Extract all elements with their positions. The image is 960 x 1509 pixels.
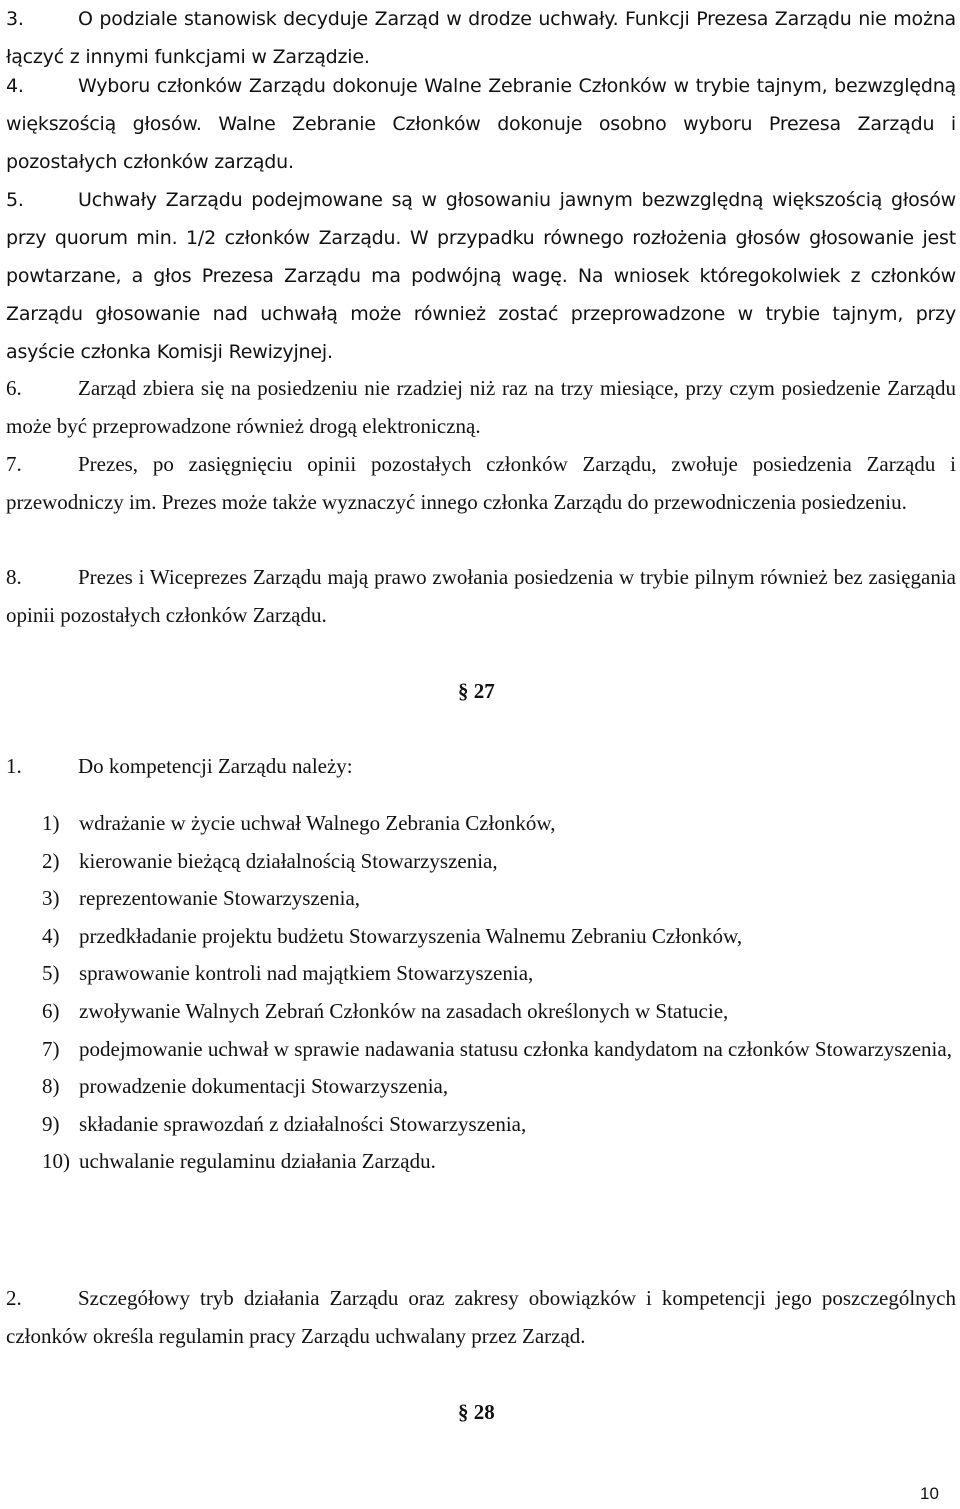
point-text: Szczegółowy tryb działania Zarządu oraz zakresy obowiązków i kompetencji jego poszczególnych członków określa regulamin pracy Zarządu uchwalany przez Zarząd.	[6, 1286, 956, 1348]
list-item-number: 7)	[42, 1036, 60, 1061]
point-2	[6, 1279, 956, 1355]
paragraph-text: Prezes i Wiceprezes Zarządu mają prawo zwołania posiedzenia w trybie pilnym również bez zasięgania opinii pozostałych członków Zarządu.	[6, 565, 956, 627]
paragraph-number: 7.	[6, 452, 22, 476]
paragraph-number: 5.	[6, 189, 24, 211]
list-item-text: przedkładanie projektu budżetu Stowarzyszenia Walnemu Zebraniu Członków,	[79, 923, 743, 948]
paragraph-text: Prezes, po zasięgnięciu opinii pozostałych członków Zarządu, zwołuje posiedzenia Zarządu i przewodniczy im. Prezes może także wyznaczyć innego członka Zarządu do przewodniczenia posiedzeniu.	[6, 452, 956, 514]
paragraph-7	[6, 445, 956, 521]
list-item-number: 9)	[42, 1111, 60, 1136]
list-item-text: zwoływanie Walnych Zebrań Członków na zasadach określonych w Statucie,	[79, 998, 729, 1023]
list-item-number: 10)	[42, 1149, 70, 1174]
list-item	[42, 993, 958, 1031]
list-item-number: 6)	[42, 998, 60, 1023]
paragraph-8	[6, 558, 956, 634]
list-item-number: 2)	[42, 848, 60, 873]
list-item-number: 3)	[42, 886, 60, 911]
paragraph-number: 3.	[6, 8, 24, 30]
list-item	[42, 805, 958, 843]
list-item	[42, 1143, 958, 1181]
list-item	[42, 918, 958, 956]
section-heading-27: § 27	[458, 679, 495, 703]
list-item	[42, 955, 958, 993]
paragraph-number: 6.	[6, 376, 22, 400]
list-item-number: 5)	[42, 961, 60, 986]
paragraph-4	[6, 67, 956, 181]
point-text: Do kompetencji Zarządu należy:	[78, 754, 353, 778]
list-item-text: uchwalanie regulaminu działania Zarządu.	[79, 1149, 436, 1174]
list-item	[42, 1106, 958, 1144]
list-item-text: składanie sprawozdań z działalności Stowarzyszenia,	[79, 1111, 527, 1136]
paragraph-number: 4.	[6, 75, 24, 97]
paragraph-text: Wyboru członków Zarządu dokonuje Walne Zebranie Członków w trybie tajnym, bezwzględną większością głosów. Walne Zebranie Członków dokonuje osobno wyboru Prezesa Zarządu i pozostałych członków zarządu.	[6, 75, 956, 173]
list-item-text: prowadzenie dokumentacji Stowarzyszenia,	[79, 1074, 449, 1099]
paragraph-3	[6, 0, 956, 76]
page-number: 10	[920, 1484, 939, 1503]
section-heading-28: § 28	[458, 1400, 495, 1424]
paragraph-text: O podziale stanowisk decyduje Zarząd w drodze uchwały. Funkcji Prezesa Zarządu nie można łączyć z innymi funkcjami w Zarządzie.	[6, 8, 956, 68]
list-item	[42, 843, 958, 881]
paragraph-text: Uchwały Zarządu podejmowane są w głosowaniu jawnym bezwzględną większością głosów przy quorum min. 1/2 członków Zarządu. W przypadku równego rozłożenia głosów głosowanie jest powtarzane, a głos Prezesa Zarządu ma podwójną wagę. Na wniosek któregokolwiek z członków Zarządu głosowanie nad uchwałą może również zostać przeprowadzone w trybie tajnym, przy asyście członka Komisji Rewizyjnej.	[6, 189, 956, 363]
list-item	[42, 1068, 958, 1106]
competence-list	[42, 805, 958, 1181]
paragraph-number: 8.	[6, 565, 22, 589]
list-item-text: kierowanie bieżącą działalnością Stowarzyszenia,	[79, 848, 498, 873]
paragraph-text: Zarząd zbiera się na posiedzeniu nie rzadziej niż raz na trzy miesiące, przy czym posiedzenie Zarządu może być przeprowadzone również drogą elektroniczną.	[6, 376, 956, 438]
paragraph-5	[6, 181, 956, 371]
paragraph-6	[6, 369, 956, 445]
point-1	[6, 747, 956, 785]
list-item-number: 4)	[42, 923, 60, 948]
list-item-text: wdrażanie w życie uchwał Walnego Zebrania Członków,	[79, 811, 556, 835]
point-number: 1.	[6, 754, 22, 778]
list-item-text: reprezentowanie Stowarzyszenia,	[79, 886, 361, 911]
list-item-number: 8)	[42, 1074, 60, 1099]
list-item-text: podejmowanie uchwał w sprawie nadawania statusu członka kandydatom na członków Stowarzyszenia,	[79, 1036, 952, 1061]
list-item-text: sprawowanie kontroli nad majątkiem Stowarzyszenia,	[79, 961, 534, 986]
list-item-number: 1)	[42, 811, 60, 835]
list-item	[42, 880, 958, 918]
point-number: 2.	[6, 1286, 22, 1310]
list-item	[42, 1031, 958, 1069]
